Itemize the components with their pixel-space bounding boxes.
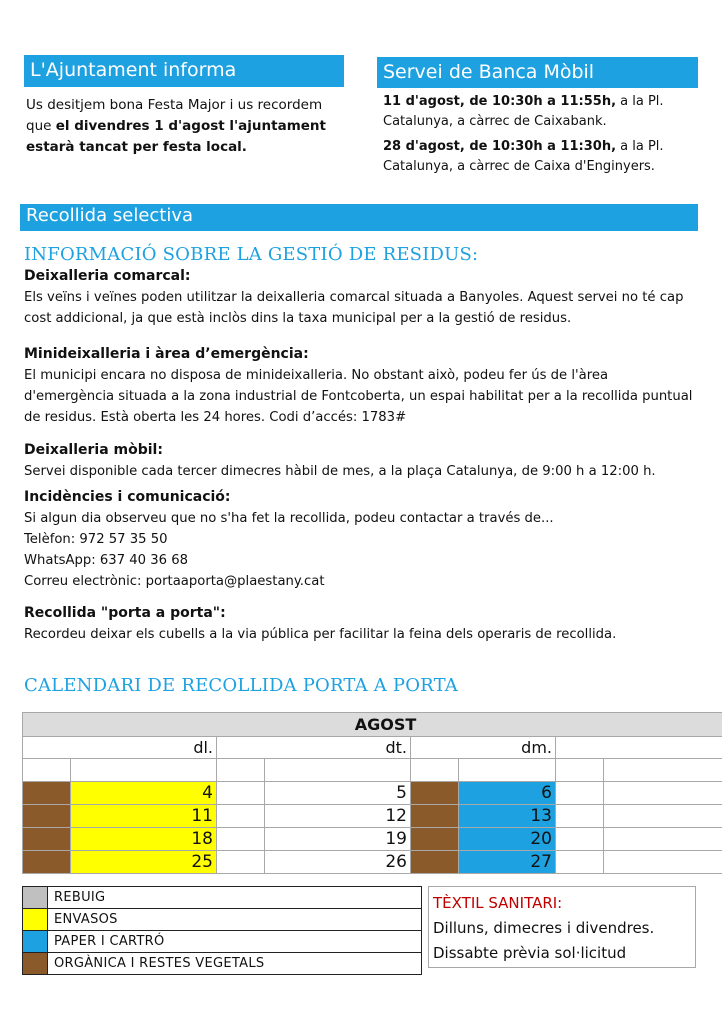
legend-swatch xyxy=(23,909,48,930)
ajuntament-text-regular: Us desitjem bona Festa Major i us recordem que xyxy=(26,97,323,134)
section-body: Recordeu deixar els cubells a la via pública per facilitar la feina dels operaris de recollida. xyxy=(24,627,617,642)
banca-line-1-date: 11 d'agost, de 10:30h a 11:55h, xyxy=(383,94,617,109)
calendar-day xyxy=(604,759,722,782)
organic-marker-cell xyxy=(217,782,265,805)
calendar-table xyxy=(22,712,722,874)
calendar-day: 20 xyxy=(459,828,556,851)
organic-marker-cell xyxy=(411,759,459,782)
section-porta-a-porta xyxy=(24,603,696,645)
organic-marker-cell xyxy=(217,851,265,874)
organic-marker-cell xyxy=(556,828,604,851)
legend-swatch xyxy=(23,931,48,952)
whatsapp-line: WhatsApp: 637 40 36 68 xyxy=(24,553,189,568)
section-incidencies xyxy=(24,487,696,592)
residus-heading: INFORMACIÓ SOBRE LA GESTIÓ DE RESIDUS: xyxy=(24,244,479,265)
section-deixalleria-mobil xyxy=(24,440,696,482)
section-body: Si algun dia observeu que no s'ha fet la recollida, podeu contactar a través de... xyxy=(24,511,554,526)
section-deixalleria-comarcal xyxy=(24,266,696,329)
calendar-day: 19 xyxy=(265,828,411,851)
organic-marker-cell xyxy=(23,759,71,782)
calendar-day: 4 xyxy=(71,782,217,805)
section-body: El municipi encara no disposa de minideixalleria. No obstant això, podeu fer ús de l'àrea d'emergència situada a la zona industrial de Fontcoberta, un espai habilitat per a la recollida puntual de residus. Està oberta les 24 hores. Codi d’accés: 1783# xyxy=(24,368,693,425)
calendar-heading: CALENDARI DE RECOLLIDA PORTA A PORTA xyxy=(24,675,459,696)
textil-title: TÈXTIL SANITARI: xyxy=(433,894,563,912)
organic-marker-cell xyxy=(411,805,459,828)
legend-item xyxy=(23,909,421,931)
weekday-label: dl. xyxy=(23,737,217,759)
ajuntament-title-bar xyxy=(24,55,344,87)
weekday-label: dm. xyxy=(411,737,556,759)
legend-label: ORGÀNICA I RESTES VEGETALS xyxy=(54,956,265,971)
organic-marker-cell xyxy=(217,759,265,782)
section-title: Incidències i comunicació: xyxy=(24,489,231,505)
legend-label: PAPER I CARTRÓ xyxy=(54,934,165,949)
legend-item xyxy=(23,953,421,974)
banca-line-2-place: a la Pl. Catalunya, a càrrec de Caixa d'Enginyers. xyxy=(383,139,664,174)
calendar-day xyxy=(604,782,722,805)
calendar-day: 11 xyxy=(71,805,217,828)
organic-marker-cell xyxy=(23,782,71,805)
legend-label: ENVASOS xyxy=(54,912,118,927)
email-line: Correu electrònic: portaaporta@plaestany.cat xyxy=(24,574,325,589)
legend-label: REBUIG xyxy=(54,890,106,905)
recollida-title: Recollida selectiva xyxy=(26,205,194,226)
ajuntament-title: L'Ajuntament informa xyxy=(30,59,237,81)
calendar-day xyxy=(604,851,722,874)
ajuntament-text-bold: el divendres 1 d'agost l'ajuntament estarà tancat per festa local. xyxy=(26,118,326,155)
organic-marker-cell xyxy=(411,851,459,874)
weekday-label: dt. xyxy=(217,737,411,759)
textil-sanitari-box xyxy=(428,886,696,968)
weekday-row xyxy=(23,737,722,759)
organic-marker-cell xyxy=(23,851,71,874)
section-title: Deixalleria mòbil: xyxy=(24,442,163,458)
banca-line-2 xyxy=(383,137,695,177)
organic-marker-cell xyxy=(23,805,71,828)
banca-line-2-date: 28 d'agost, de 10:30h a 11:30h, xyxy=(383,139,617,154)
calendar-week-row xyxy=(23,759,722,782)
calendar-week-row xyxy=(23,851,722,874)
calendar-day: 25 xyxy=(71,851,217,874)
banca-title: Servei de Banca Mòbil xyxy=(383,61,595,83)
section-body: Els veïns i veïnes poden utilitzar la deixalleria comarcal situada a Banyoles. Aquest servei no té cap cost addicional, ja que està inclòs dins la taxa municipal per a la gestió de residus. xyxy=(24,290,684,326)
calendar-day xyxy=(604,828,722,851)
section-body: Servei disponible cada tercer dimecres hàbil de mes, a la plaça Catalunya, de 9:00 h a 12:00 h. xyxy=(24,464,656,479)
calendar-day: 6 xyxy=(459,782,556,805)
calendar-day xyxy=(604,805,722,828)
organic-marker-cell xyxy=(411,782,459,805)
calendar-week-row xyxy=(23,782,722,805)
section-minideixalleria xyxy=(24,344,696,428)
calendar-month: AGOST xyxy=(23,713,722,737)
calendar-day: 13 xyxy=(459,805,556,828)
section-title: Minideixalleria i àrea d’emergència: xyxy=(24,346,309,362)
organic-marker-cell xyxy=(556,851,604,874)
organic-marker-cell xyxy=(411,828,459,851)
ajuntament-text xyxy=(26,95,346,158)
organic-marker-cell xyxy=(556,805,604,828)
organic-marker-cell xyxy=(556,759,604,782)
organic-marker-cell xyxy=(23,828,71,851)
calendar-week-row xyxy=(23,828,722,851)
organic-marker-cell xyxy=(217,828,265,851)
organic-marker-cell xyxy=(217,805,265,828)
section-title: Deixalleria comarcal: xyxy=(24,268,191,284)
calendar-day xyxy=(71,759,217,782)
section-title: Recollida "porta a porta": xyxy=(24,605,226,621)
calendar-day: 12 xyxy=(265,805,411,828)
banca-title-bar xyxy=(377,57,698,88)
calendar-day: 5 xyxy=(265,782,411,805)
textil-line-1: Dilluns, dimecres i divendres. xyxy=(433,919,655,937)
recollida-title-bar xyxy=(20,204,698,231)
phone-line: Telèfon: 972 57 35 50 xyxy=(24,532,168,547)
calendar-day: 26 xyxy=(265,851,411,874)
legend-swatch xyxy=(23,953,48,974)
legend-item xyxy=(23,931,421,953)
banca-line-1-place: a la Pl. Catalunya, a càrrec de Caixabank. xyxy=(383,94,664,129)
textil-line-2: Dissabte prèvia sol·licitud xyxy=(433,944,627,962)
calendar-day xyxy=(265,759,411,782)
banca-line-1 xyxy=(383,92,695,132)
calendar-day: 27 xyxy=(459,851,556,874)
calendar-body xyxy=(23,759,722,874)
calendar-day xyxy=(459,759,556,782)
calendar-legend xyxy=(22,886,422,975)
weekday-label xyxy=(556,737,722,759)
organic-marker-cell xyxy=(556,782,604,805)
legend-swatch xyxy=(23,887,48,908)
calendar-week-row xyxy=(23,805,722,828)
calendar-day: 18 xyxy=(71,828,217,851)
legend-item xyxy=(23,887,421,909)
